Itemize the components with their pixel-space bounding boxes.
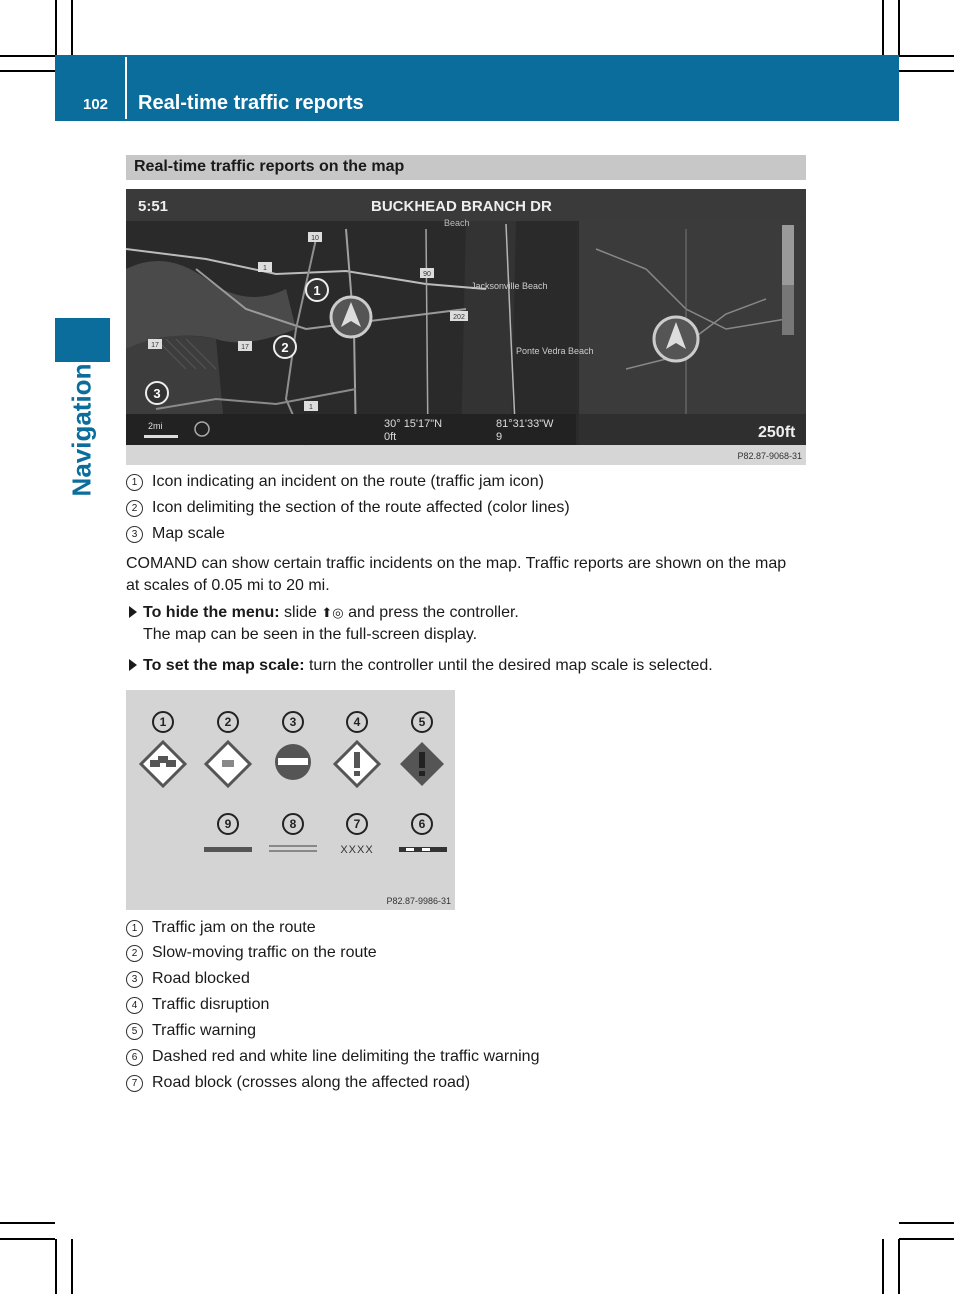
legend-number: 3 [126, 971, 143, 988]
road-shield: 17 [151, 342, 159, 349]
warning-dashed-line-symbol [399, 847, 447, 852]
step-note: The map can be seen in the full-screen display. [143, 626, 478, 643]
figure-number: 4 [353, 715, 361, 729]
icon-legend-item [126, 1022, 256, 1040]
figure-number: 6 [418, 817, 426, 831]
legend-text: Map scale [152, 525, 225, 542]
legend-number: 1 [126, 474, 143, 491]
figure-code: P82.87-9986-31 [386, 896, 451, 906]
legend-text: Icon delimiting the section of the route affected (color lines) [152, 499, 570, 516]
legend-number: 1 [126, 920, 143, 937]
legend-number: 6 [126, 1049, 143, 1066]
figure-number: 7 [353, 817, 361, 831]
road-shield: 10 [311, 235, 319, 242]
body-paragraph-line: at scales of 0.05 mi to 20 mi. [126, 577, 330, 594]
road-block-crosses: XXXX [340, 844, 374, 856]
map-legend-item [126, 525, 225, 543]
icon-legend-item [126, 1048, 539, 1066]
section-heading-text: Real-time traffic reports on the map [134, 158, 405, 175]
crop-mark [71, 1239, 73, 1294]
legend-text: Road blocked [152, 970, 250, 987]
legend-text: Dashed red and white line delimiting the traffic warning [152, 1048, 540, 1065]
step-label: To set the map scale: [143, 657, 305, 674]
traffic-icons-figure [126, 690, 455, 910]
figure-number: 1 [159, 715, 167, 729]
map-scale-left: 2mi [148, 421, 163, 431]
map-legend-item [126, 499, 570, 517]
step-text: slide [284, 604, 317, 621]
map-scale-right: 250ft [758, 424, 796, 441]
crop-mark [882, 1239, 884, 1294]
legend-number: 7 [126, 1075, 143, 1092]
section-heading [126, 155, 806, 180]
step-hide-menu [143, 604, 519, 622]
map-marker-1: 1 [313, 283, 321, 298]
figure-code: P82.87-9068-31 [737, 451, 802, 461]
legend-number: 3 [126, 526, 143, 543]
icon-legend-item [126, 996, 269, 1014]
crop-mark [0, 70, 55, 72]
body-paragraph-line: COMAND can show certain traffic incidents on the map. Traffic reports are shown on the map [126, 555, 787, 572]
controller-slide-icon: ⬆◎ [321, 605, 344, 620]
crop-mark [882, 0, 884, 55]
map-legend-item [126, 473, 544, 491]
map-place-label: Jacksonville Beach [471, 281, 548, 291]
jam-line-symbol [204, 847, 252, 852]
map-street-name: BUCKHEAD BRANCH DR [371, 198, 552, 215]
road-blocked-icon [275, 744, 311, 780]
step-text: turn the controller until the desired map scale is selected. [308, 657, 713, 674]
legend-text: Road block (crosses along the affected road) [152, 1074, 471, 1091]
legend-text: Traffic warning [152, 1022, 257, 1039]
crop-mark [898, 1239, 900, 1294]
figure-number: 5 [418, 715, 426, 729]
side-tab-marker [55, 318, 110, 362]
legend-text: Traffic jam on the route [152, 919, 316, 936]
map-satellites: 9 [496, 431, 503, 443]
step-label: To hide the menu: [143, 604, 280, 621]
road-shield: 17 [241, 344, 249, 351]
crop-mark [899, 70, 954, 72]
step-set-scale [143, 657, 713, 675]
page-title: Real-time traffic reports [138, 92, 364, 114]
figure-number: 8 [289, 817, 297, 831]
step-text: and press the controller. [348, 604, 519, 621]
legend-number: 5 [126, 1023, 143, 1040]
legend-text: Icon indicating an incident on the route (traffic jam icon) [152, 473, 544, 490]
crop-mark [899, 55, 954, 57]
map-longitude: 81°31'33"W [496, 418, 554, 430]
map-latitude: 30° 15'17"N [384, 418, 443, 430]
map-place-label: Beach [444, 218, 470, 228]
road-shield: 1 [309, 404, 313, 411]
step-arrow-icon [129, 659, 137, 671]
figure-number: 3 [289, 715, 297, 729]
crop-mark [55, 0, 57, 55]
map-place-label: Ponte Vedra Beach [516, 346, 594, 356]
crop-mark [0, 55, 55, 57]
icon-legend-item [126, 944, 377, 962]
map-marker-2: 2 [281, 340, 289, 355]
page-number: 102 [83, 96, 109, 113]
map-marker-3: 3 [153, 386, 161, 401]
icon-legend-item [126, 1074, 470, 1092]
crop-mark [71, 0, 73, 55]
map-clock: 5:51 [138, 198, 169, 215]
icon-legend-item [126, 970, 250, 988]
legend-number: 2 [126, 945, 143, 962]
figure-number: 9 [224, 817, 232, 831]
navigation-map-figure [126, 189, 806, 465]
map-altitude: 0ft [384, 431, 397, 443]
header-divider [125, 57, 127, 119]
crop-mark [0, 1238, 55, 1240]
crop-mark [55, 1239, 57, 1294]
crop-mark [0, 1222, 55, 1224]
crop-mark [899, 1222, 954, 1224]
icon-legend-item [126, 919, 316, 937]
figure-number: 2 [224, 715, 232, 729]
legend-number: 4 [126, 997, 143, 1014]
step-arrow-icon [129, 606, 137, 618]
road-shield: 202 [453, 314, 465, 321]
crop-mark [898, 0, 900, 55]
legend-number: 2 [126, 500, 143, 517]
crop-mark [899, 1238, 954, 1240]
side-tab-label: Navigation [66, 363, 97, 497]
legend-text: Slow-moving traffic on the route [152, 944, 377, 961]
legend-text: Traffic disruption [152, 996, 270, 1013]
road-shield: 90 [423, 271, 431, 278]
road-shield: 1 [263, 265, 267, 272]
